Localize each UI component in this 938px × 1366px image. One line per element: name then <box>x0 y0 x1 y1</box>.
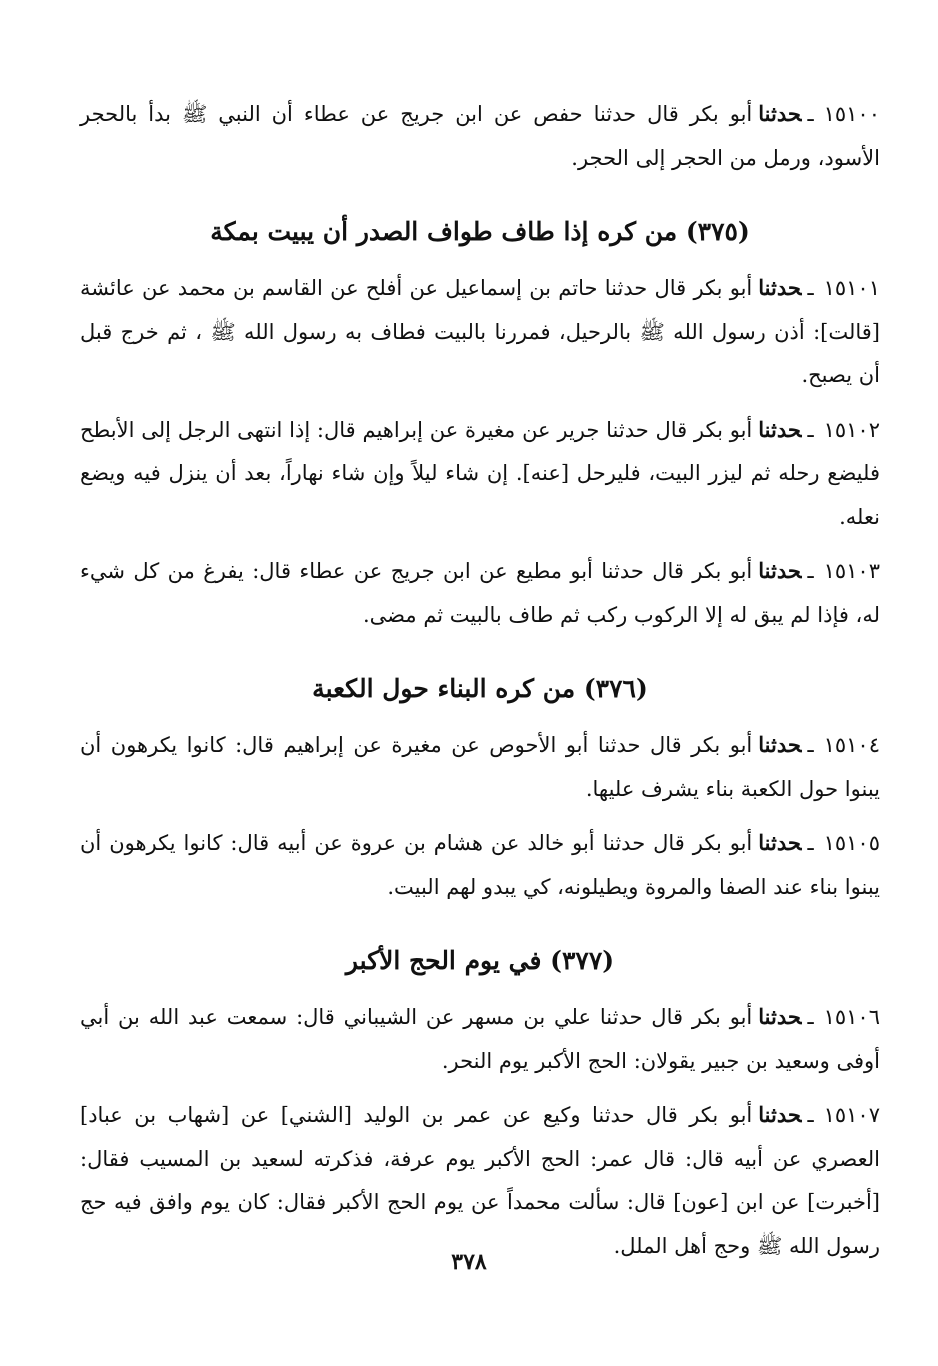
hadith-number: ١٥١٠٠ <box>823 102 880 126</box>
hadith-dash: ـ <box>807 1005 814 1029</box>
chapter-heading-377: (٣٧٧) في يوم الحج الأكبر <box>345 946 615 975</box>
hadith-15100 <box>80 92 880 180</box>
hadith-lead: حدثنا <box>758 1102 802 1127</box>
hadith-text: أبو بكر قال حدثنا وكيع عن عمر بن الوليد [الشني] عن [شهاب بن عباد] العصري عن أبيه قال: قال عمر: الحج الأكبر يوم عرفة، فذكرته لسعيد بن المسيب فقال: [أخبرت] عن ابن [عون] قال: سألت محمداً عن يوم الحج الأكبر فقال: كان يوم وافق فيه حج رسول الله ﷺ وحج أهل الملل. <box>80 1103 880 1258</box>
hadith-dash: ـ <box>807 831 814 855</box>
hadith-number: ١٥١٠٥ <box>823 831 880 855</box>
hadith-text: أبو بكر قال حدثنا علي بن مسهر عن الشيباني قال: سمعت عبد الله بن أبي أوفى وسعيد بن جبير يقولان: الحج الأكبر يوم النحر. <box>80 1005 880 1073</box>
page-number: ٣٧٨ <box>451 1249 487 1275</box>
hadith-number: ١٥١٠١ <box>823 276 880 300</box>
hadith-lead: حدثنا <box>758 101 802 126</box>
chapter-heading-376: (٣٧٦) من كره البناء حول الكعبة <box>312 674 648 703</box>
hadith-lead: حدثنا <box>758 416 802 442</box>
hadith-dash: ـ <box>807 1103 814 1127</box>
hadith-text: أبو بكر قال حدثنا أبو الأحوص عن مغيرة عن إبراهيم قال: كانوا يكرهون أن يبنوا حول الكعبة بناء يشرف عليها. <box>80 733 880 801</box>
hadith-text: أبو بكر قال حدثنا أبو مطيع عن ابن جريج عن عطاء قال: يفرغ من كل شيء له، فإذا لم يبق له إلا الركوب ركب ثم طاف بالبيت ثم مضى. <box>80 559 880 627</box>
hadith-number: ١٥١٠٣ <box>823 559 880 583</box>
hadith-lead: حدثنا <box>758 830 802 855</box>
hadith-lead: حدثنا <box>758 558 802 583</box>
page-body <box>80 92 880 1268</box>
hadith-lead: حدثنا <box>758 1004 802 1029</box>
hadith-15102 <box>80 408 880 540</box>
hadith-number: ١٥١٠٧ <box>823 1103 880 1127</box>
hadith-text: أبو بكر قال حدثنا حفص عن ابن جريج عن عطاء أن النبي ﷺ بدأ بالحجر الأسود، ورمل من الحجر إلى الحجر. <box>80 102 880 170</box>
hadith-text: أبو بكر قال حدثنا أبو خالد عن هشام بن عروة عن أبيه قال: كانوا يكرهون أن يبنوا بناء عند الصفا والمروة ويطيلونه، كي يبدو لهم البيت. <box>80 831 880 899</box>
hadith-dash: ـ <box>807 276 814 300</box>
hadith-number: ١٥١٠٦ <box>823 1005 880 1029</box>
hadith-lead: حدثنا <box>758 732 802 757</box>
hadith-15104 <box>80 723 880 811</box>
hadith-number: ١٥١٠٢ <box>823 417 880 442</box>
hadith-text: أبو بكر قال حدثنا حاتم بن إسماعيل عن أفلح عن القاسم بن محمد عن عائشة [قالت]: أذن رسول الله ﷺ بالرحيل، فمررنا بالبيت فطاف به رسول الله ﷺ ، ثم خرج قبل أن يصبح. <box>80 276 880 387</box>
hadith-15101 <box>80 266 880 398</box>
hadith-15106 <box>80 995 880 1083</box>
hadith-15103 <box>80 549 880 637</box>
hadith-text: أبو بكر قال حدثنا جرير عن مغيرة عن إبراهيم قال: إذا انتهى الرجل إلى الأبطح فليضع رحله ثم ليزر البيت، فليرحل [عنه]. إن شاء ليلاً وإن شاء نهاراً، بعد أن ينزل فيه ويضع نعله. <box>80 417 880 529</box>
hadith-number: ١٥١٠٤ <box>823 733 880 757</box>
chapter-heading-375: (٣٧٥) من كره إذا طاف طواف الصدر أن يبيت بمكة <box>210 217 750 246</box>
hadith-15105 <box>80 821 880 909</box>
hadith-dash: ـ <box>807 102 814 126</box>
hadith-dash: ـ <box>807 559 814 583</box>
hadith-dash: ـ <box>807 733 814 757</box>
hadith-lead: حدثنا <box>758 275 802 300</box>
hadith-dash: ـ <box>807 417 814 442</box>
